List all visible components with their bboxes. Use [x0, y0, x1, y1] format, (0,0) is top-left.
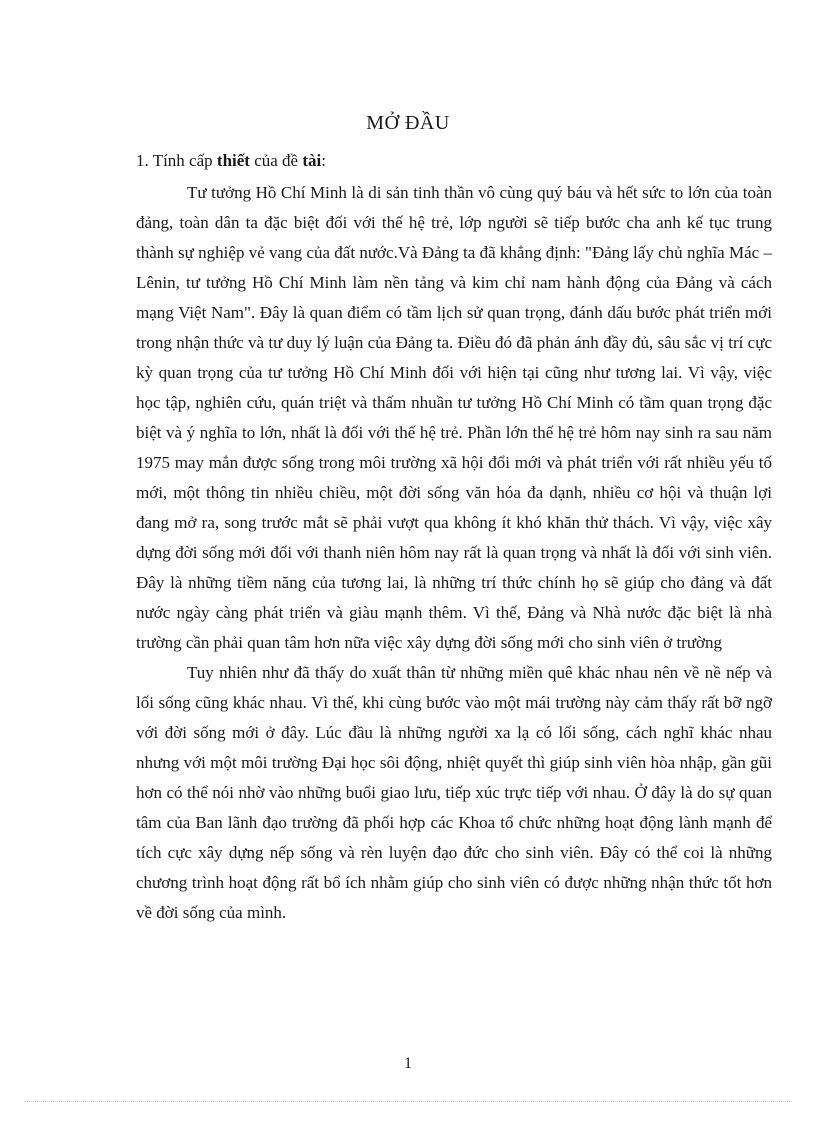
- page-number: 1: [404, 1055, 412, 1072]
- section-heading-prefix: 1. Tính cấp: [136, 151, 217, 170]
- footer-divider: [24, 1101, 792, 1102]
- page-title: MỞ ĐẦU: [366, 112, 450, 134]
- paragraph: Tư tưởng Hồ Chí Minh là di sản tinh thần vô cùng quý báu và hết sức to lớn của toàn đảng, toàn dân ta đặc biệt đối với thế hệ trẻ, lớp người sẽ tiếp bước cha anh kế tục trung thành sự nghiệp vẻ vang của đất nước.Và Đảng ta đã khẳng định: "Đảng lấy chủ nghĩa Mác – Lênin, tư tưởng Hồ Chí Minh làm nền tảng và kim chỉ nam hành động của Đảng và cách mạng Việt Nam". Đây là quan điểm có tầm lịch sử quan trọng, đánh dấu bước phát triển mới trong nhận thức và tư duy lý luận của Đảng ta. Điều đó đã phản ánh đầy đủ, sâu sắc vị trí cực kỳ quan trọng của tư tưởng Hồ Chí Minh đối với hiện tại cũng như tương lai. Vì vậy, việc học tập, nghiên cứu, quán triệt và thấm nhuần tư tưởng Hồ Chí Minh có tầm quan trọng đặc biệt và ý nghĩa to lớn, nhất là đối với thế hệ trẻ. Phần lớn thế hệ trẻ hôm nay sinh ra sau năm 1975 may mắn được sống trong môi trường xã hội đổi mới và phát triển với rất nhiều yếu tố mới, một thông tin nhiều chiều, một đời sống văn hóa đa dạnh, nhiều cơ hội và thuận lợi đang mở ra, song trước mắt sẽ phải vượt qua không ít khó khăn thử thách. Vì vậy, việc xây dựng đời sống mới đối với thanh niên hôm nay rất là quan trọng và nhất là đối với sinh viên. Đây là những tiềm năng của tương lai, là những trí thức chính họ sẽ giúp cho đảng và đất nước ngày càng phát triển và giàu mạnh thêm. Vì thế, Đảng và Nhà nước đặc biệt là nhà trường cần phải quan tâm hơn nữa việc xây dựng đời sống mới cho sinh viên ở trường: [136, 183, 772, 652]
- section-heading-suffix: :: [321, 151, 326, 170]
- body-text: [136, 178, 772, 928]
- section-heading-middle: của đề: [249, 151, 303, 170]
- section-heading-bold-2: tài: [302, 151, 322, 170]
- section-heading: [136, 151, 326, 171]
- paragraph: Tuy nhiên như đã thấy do xuất thân từ những miền quê khác nhau nên về nề nếp và lối sống cũng khác nhau. Vì thế, khi cùng bước vào một mái trường này cảm thấy rất bỡ ngỡ với đời sống mới ở đây. Lúc đầu là những người xa lạ có lối sống, cách nghĩ khác nhau nhưng với một môi trường Đại học sôi động, nhiệt quyết thì giúp sinh viên hòa nhập, gần gũi hơn có thể nói nhờ vào những buổi giao lưu, tiếp xúc trực tiếp với nhau. Ở đây là do sự quan tâm của Ban lãnh đạo trường đã phối hợp các Khoa tổ chức những hoạt động lành mạnh để tích cực xây dựng nếp sống và rèn luyện đạo đức cho sinh viên. Đây có thể coi là những chương trình hoạt động rất bổ ích nhằm giúp cho sinh viên có được những nhận thức tốt hơn về đời sống của mình.: [136, 663, 772, 922]
- section-heading-bold-1: thiết: [216, 151, 250, 170]
